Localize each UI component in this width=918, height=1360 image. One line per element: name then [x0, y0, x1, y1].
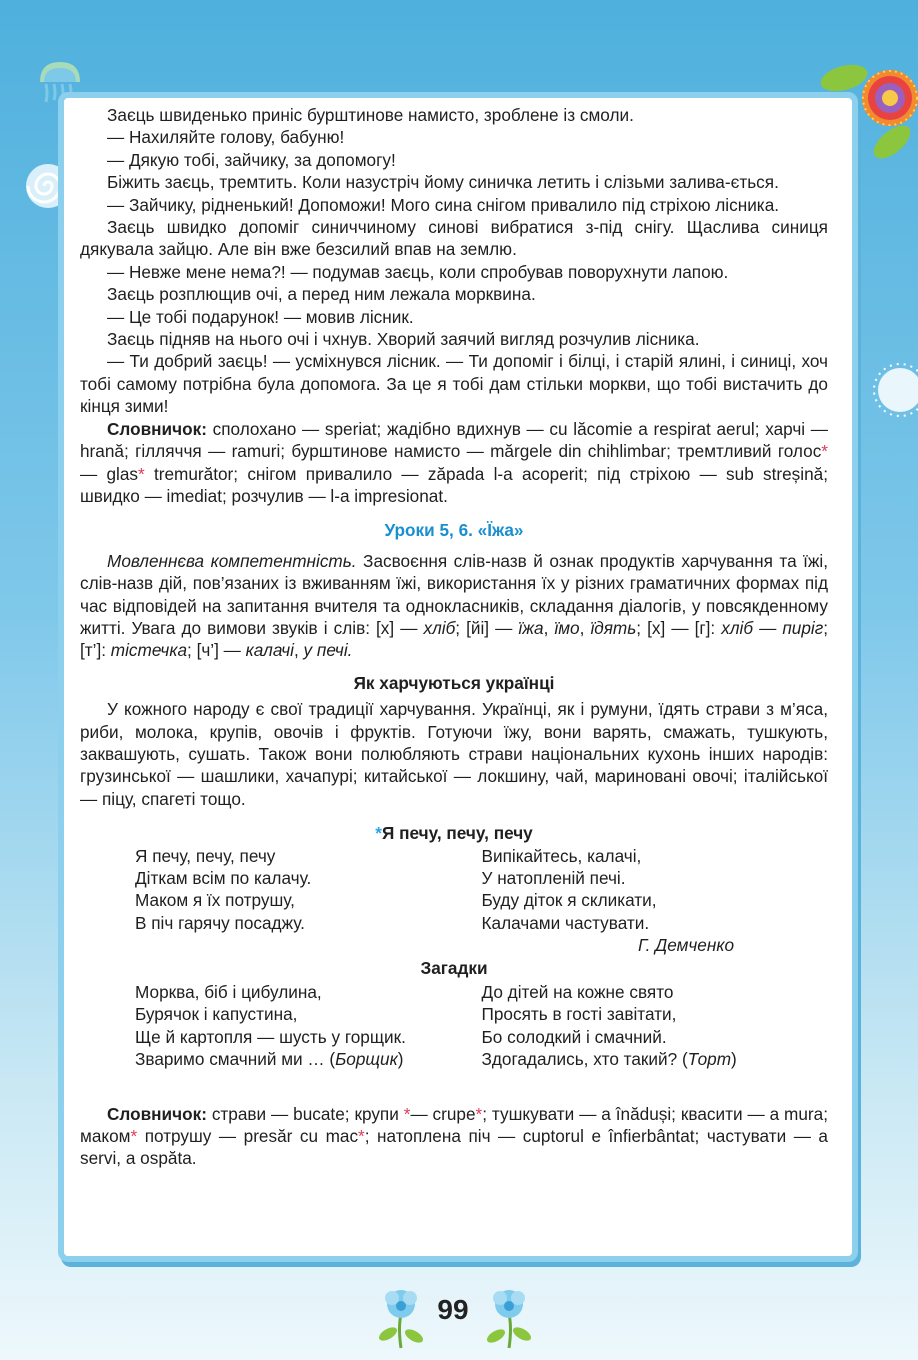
poem-left-stanza	[135, 845, 482, 935]
example-word: хліб	[423, 617, 456, 638]
poem-title-line	[80, 822, 828, 844]
asterisk-mark: *	[821, 441, 828, 462]
competence-text: ; [т’]:	[80, 617, 828, 661]
asterisk-mark: *	[475, 1103, 483, 1124]
riddle-left	[135, 981, 482, 1071]
asterisk-mark: *	[130, 1126, 138, 1147]
text-body: У кожного народу є свої традиції харчування. Українці, як і румуни, їдять страви з м’яса, риби, молока, крупів, овочів і фруктів. Готуючи їжу, вони варять, смажать, тушкують, заквашують, сушать. Також вони полюбляють страви національних кухонь інших народів: грузинської — шашлики, хачапурі; китайської — локшину, чай, мариновані овочі; італійської — піцу, спагеті тощо.	[80, 699, 828, 809]
glossary-paragraph	[80, 1103, 828, 1170]
story-paragraph: Біжить заєць, тремтить. Коли назустріч йому синичка летить і слізьми залива-ється.	[107, 172, 779, 193]
lesson-title: Уроки 5, 6. «Їжа»	[384, 520, 524, 541]
glossary-text: ; натоплена піч — cuptorul e înfierbântat; частувати — a servi, a ospăta.	[80, 1126, 828, 1169]
glossary-text: ; тушкувати — a înăduși; квасити — a mura; маком	[80, 1103, 828, 1147]
glossary-text: tremurător; снігом привалило — zăpada l-a acoperit; під стріхою — sub streșină; швидко — imediat; розчулив — l-a impresionat.	[80, 463, 828, 506]
competence-text: ; [х] — [г]:	[636, 617, 722, 638]
riddle-line: Бурячок і капустина,	[135, 1004, 298, 1025]
competence-text: ,	[543, 617, 555, 638]
story-paragraph: Заєць розплющив очі, а перед ним лежала морквина.	[107, 284, 536, 305]
story-paragraph: — Дякую тобі, зайчику, за допомогу!	[107, 149, 396, 170]
poem-line: В піч гарячу посаджу.	[135, 912, 305, 933]
competence-text: —	[753, 617, 783, 638]
competence-paragraph	[80, 550, 828, 662]
story-paragraph: Заєць швидко допоміг синиччиному синові вибратися з-під снігу. Щаслива синиця дякувала зайцю. Але він вже безсилий впав на землю.	[80, 217, 828, 260]
example-word: хліб	[721, 617, 754, 638]
example-word: тістечка	[110, 640, 188, 661]
poem-right-stanza	[482, 845, 829, 935]
dots-pattern-icon	[860, 360, 918, 420]
riddle-line: До дітей на кожне свято	[481, 982, 674, 1003]
poem-line: У натопленій печі.	[481, 868, 626, 888]
competence-text: Засвоєння слів-назв й ознак продуктів харчування та їжі, слів-назв дій, пов’язаних із вживанням їжі, використання їх у різних граматичних формах під час відповідей на запитання вчителя та однокласників, складання діалогів, у повсякденному житті. Увага до вимови звуків і слів: [х] —	[80, 550, 828, 638]
example-word: у печі.	[303, 640, 353, 661]
story-paragraph: Заєць швиденько приніс бурштинове намисто, зроблене із смоли.	[107, 105, 634, 125]
glossary-text: сполохано — speriat; жадібно вдихнув — cu lăcomie a respirat aerul; харчі — hrană; гілляччя — ramuri; бурштинове намисто — mărgele din chihlimbar; тремтливий голос	[80, 418, 828, 462]
riddle-line: Просять в гості завітати,	[481, 1004, 677, 1025]
competence-label: Мовленнєва компетентність.	[107, 550, 357, 571]
competence-text: ,	[293, 640, 304, 661]
poem-columns	[135, 845, 828, 935]
riddle-right	[482, 981, 829, 1071]
riddle-line: Морква, біб і цибулина,	[135, 982, 322, 1003]
story-paragraph: — Невже мене нема?! — подумав заєць, коли спробував поворухнути лапою.	[107, 261, 729, 282]
example-word: їдять	[590, 617, 637, 638]
riddle-line	[482, 1048, 829, 1070]
poem-line: Випікайтесь, калачі,	[481, 845, 642, 866]
riddles-columns	[135, 981, 828, 1071]
example-word: пиріг	[782, 617, 824, 638]
example-word: калачі	[245, 640, 294, 661]
riddle-answer: Борщик	[335, 1049, 398, 1070]
competence-text: ; [ч’] —	[187, 640, 246, 661]
flower-ornament-icon	[476, 1284, 542, 1350]
competence-text: ,	[579, 617, 591, 638]
riddle-line	[135, 1048, 482, 1070]
page-footer	[368, 1284, 548, 1354]
example-word: їмо	[554, 617, 580, 638]
riddle-line: Бо солодкий і смачний.	[481, 1026, 667, 1047]
poem-author: Г. Демченко	[637, 935, 734, 956]
asterisk-mark: *	[138, 463, 145, 484]
glossary-text: страви — bucate; крупи	[206, 1103, 404, 1124]
riddle-text: Здогадались, хто такий? (	[481, 1049, 688, 1070]
glossary-label: Словничок:	[107, 1103, 207, 1124]
page-number: 99	[437, 1294, 469, 1325]
story-paragraph: — Зайчику, рідненький! Допоможи! Мого сина снігом привалило під стріхою лісника.	[107, 194, 780, 215]
asterisk-mark: *	[358, 1126, 365, 1147]
glossary-text: — crupe	[410, 1103, 476, 1124]
poem-title: Я печу, печу, печу	[381, 823, 533, 844]
riddle-text: Зваримо смачний ми … (	[135, 1049, 336, 1070]
poem-line: Я печу, печу, печу	[135, 845, 276, 866]
story-paragraph: — Ти добрий заєць! — усміхнувся лісник. — Ти допоміг і білці, і старій ялині, і синиці, хоч тобі самому потрібна була допомога. За це я тобі дам стільки моркви, що тобі вистачить до кінця зими!	[80, 351, 828, 417]
glossary-paragraph	[80, 418, 828, 508]
poem-line: Буду діток я скликати,	[481, 890, 657, 911]
competence-text: ; [йі] —	[455, 617, 519, 638]
riddle-answer: Торт	[687, 1049, 732, 1070]
riddle-text: )	[397, 1049, 404, 1070]
story-paragraph: — Нахиляйте голову, бабуню!	[107, 127, 345, 148]
riddle-line: Ще й картопля — шусть у горщик.	[135, 1026, 406, 1047]
poem-line: Маком я їх потрушу,	[135, 890, 295, 911]
riddles-title: Загадки	[420, 957, 488, 978]
story-paragraph: Заєць підняв на нього очі і чхнув. Хворий заячий вигляд розчулив лісника.	[107, 329, 700, 350]
asterisk-mark: *	[403, 1103, 411, 1124]
text-title: Як харчуються українці	[353, 672, 555, 693]
poem-line: Калачами частувати.	[481, 912, 650, 933]
asterisk-mark: *	[375, 823, 382, 844]
poem-line: Діткам всім по калачу.	[135, 868, 312, 888]
page-content	[80, 104, 828, 1170]
glossary-text: потрушу — presăr cu mac	[137, 1126, 359, 1147]
riddle-text: )	[731, 1049, 737, 1070]
story-paragraph: — Це тобі подарунок! — мовив лісник.	[107, 306, 414, 327]
example-word: їжа	[518, 617, 544, 638]
glossary-label: Словничок:	[107, 418, 207, 439]
glossary-text: — glas	[80, 463, 138, 484]
